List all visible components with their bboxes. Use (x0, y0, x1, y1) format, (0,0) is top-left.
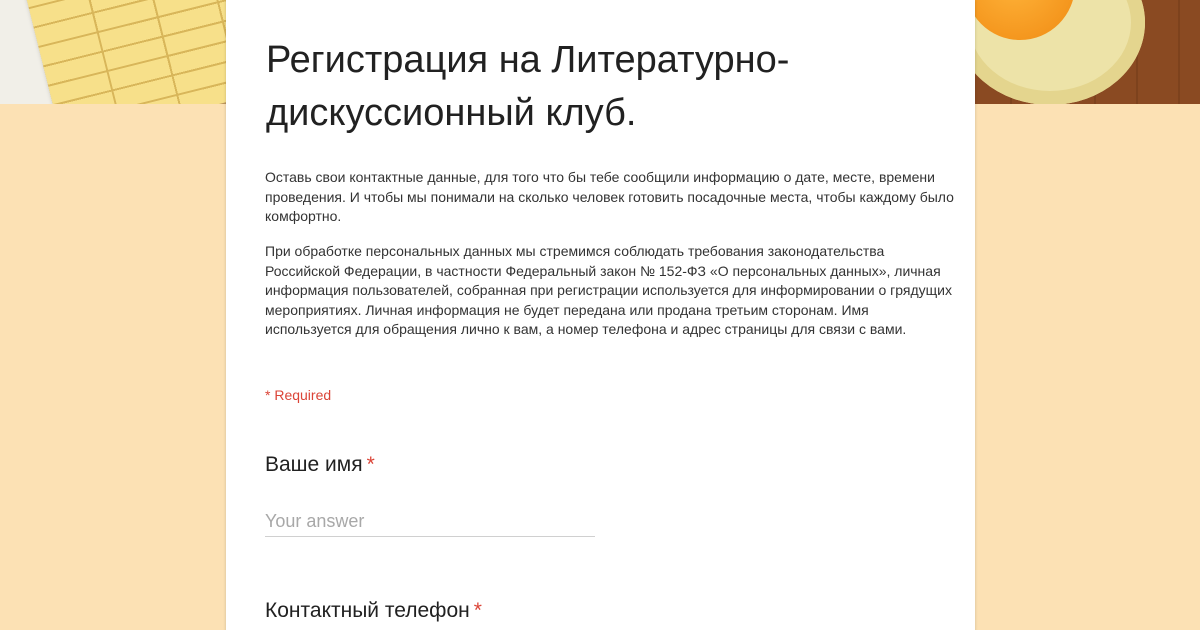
form-card (226, 0, 975, 630)
form-description: Оставь свои контактные данные, для того что бы тебе сообщили информацию о дате, месте, времени проведения. И чтобы мы понимали на сколько человек готовить посадочные места, чтобы каждому было комфортно. (265, 169, 954, 224)
question-label-text: Контактный телефон (265, 599, 470, 622)
required-note: * Required (265, 387, 332, 403)
question-name-label (265, 453, 375, 477)
required-asterisk: * (366, 453, 375, 476)
form-title: Регистрация на Литературно-дискуссионный клуб. (266, 39, 790, 134)
name-input[interactable] (265, 506, 595, 537)
banner-desk-left (0, 0, 230, 104)
required-asterisk: * (473, 599, 482, 622)
question-phone-label (265, 599, 482, 623)
question-label-text: Ваше имя (265, 453, 363, 476)
privacy-notice: При обработке персональных данных мы стремимся соблюдать требования законодательства Российской Федерации, в частности Федеральный закон № 152-ФЗ «О персональных данных», личная информация пользователей, собранная при регистрации используется для информировании о грядущих мероприятиях. Личная информация не будет передана или продана третьим сторонам. Имя используется для обращения лично к вам, а номер телефона и адрес страницы для связи с вами. (265, 243, 952, 337)
